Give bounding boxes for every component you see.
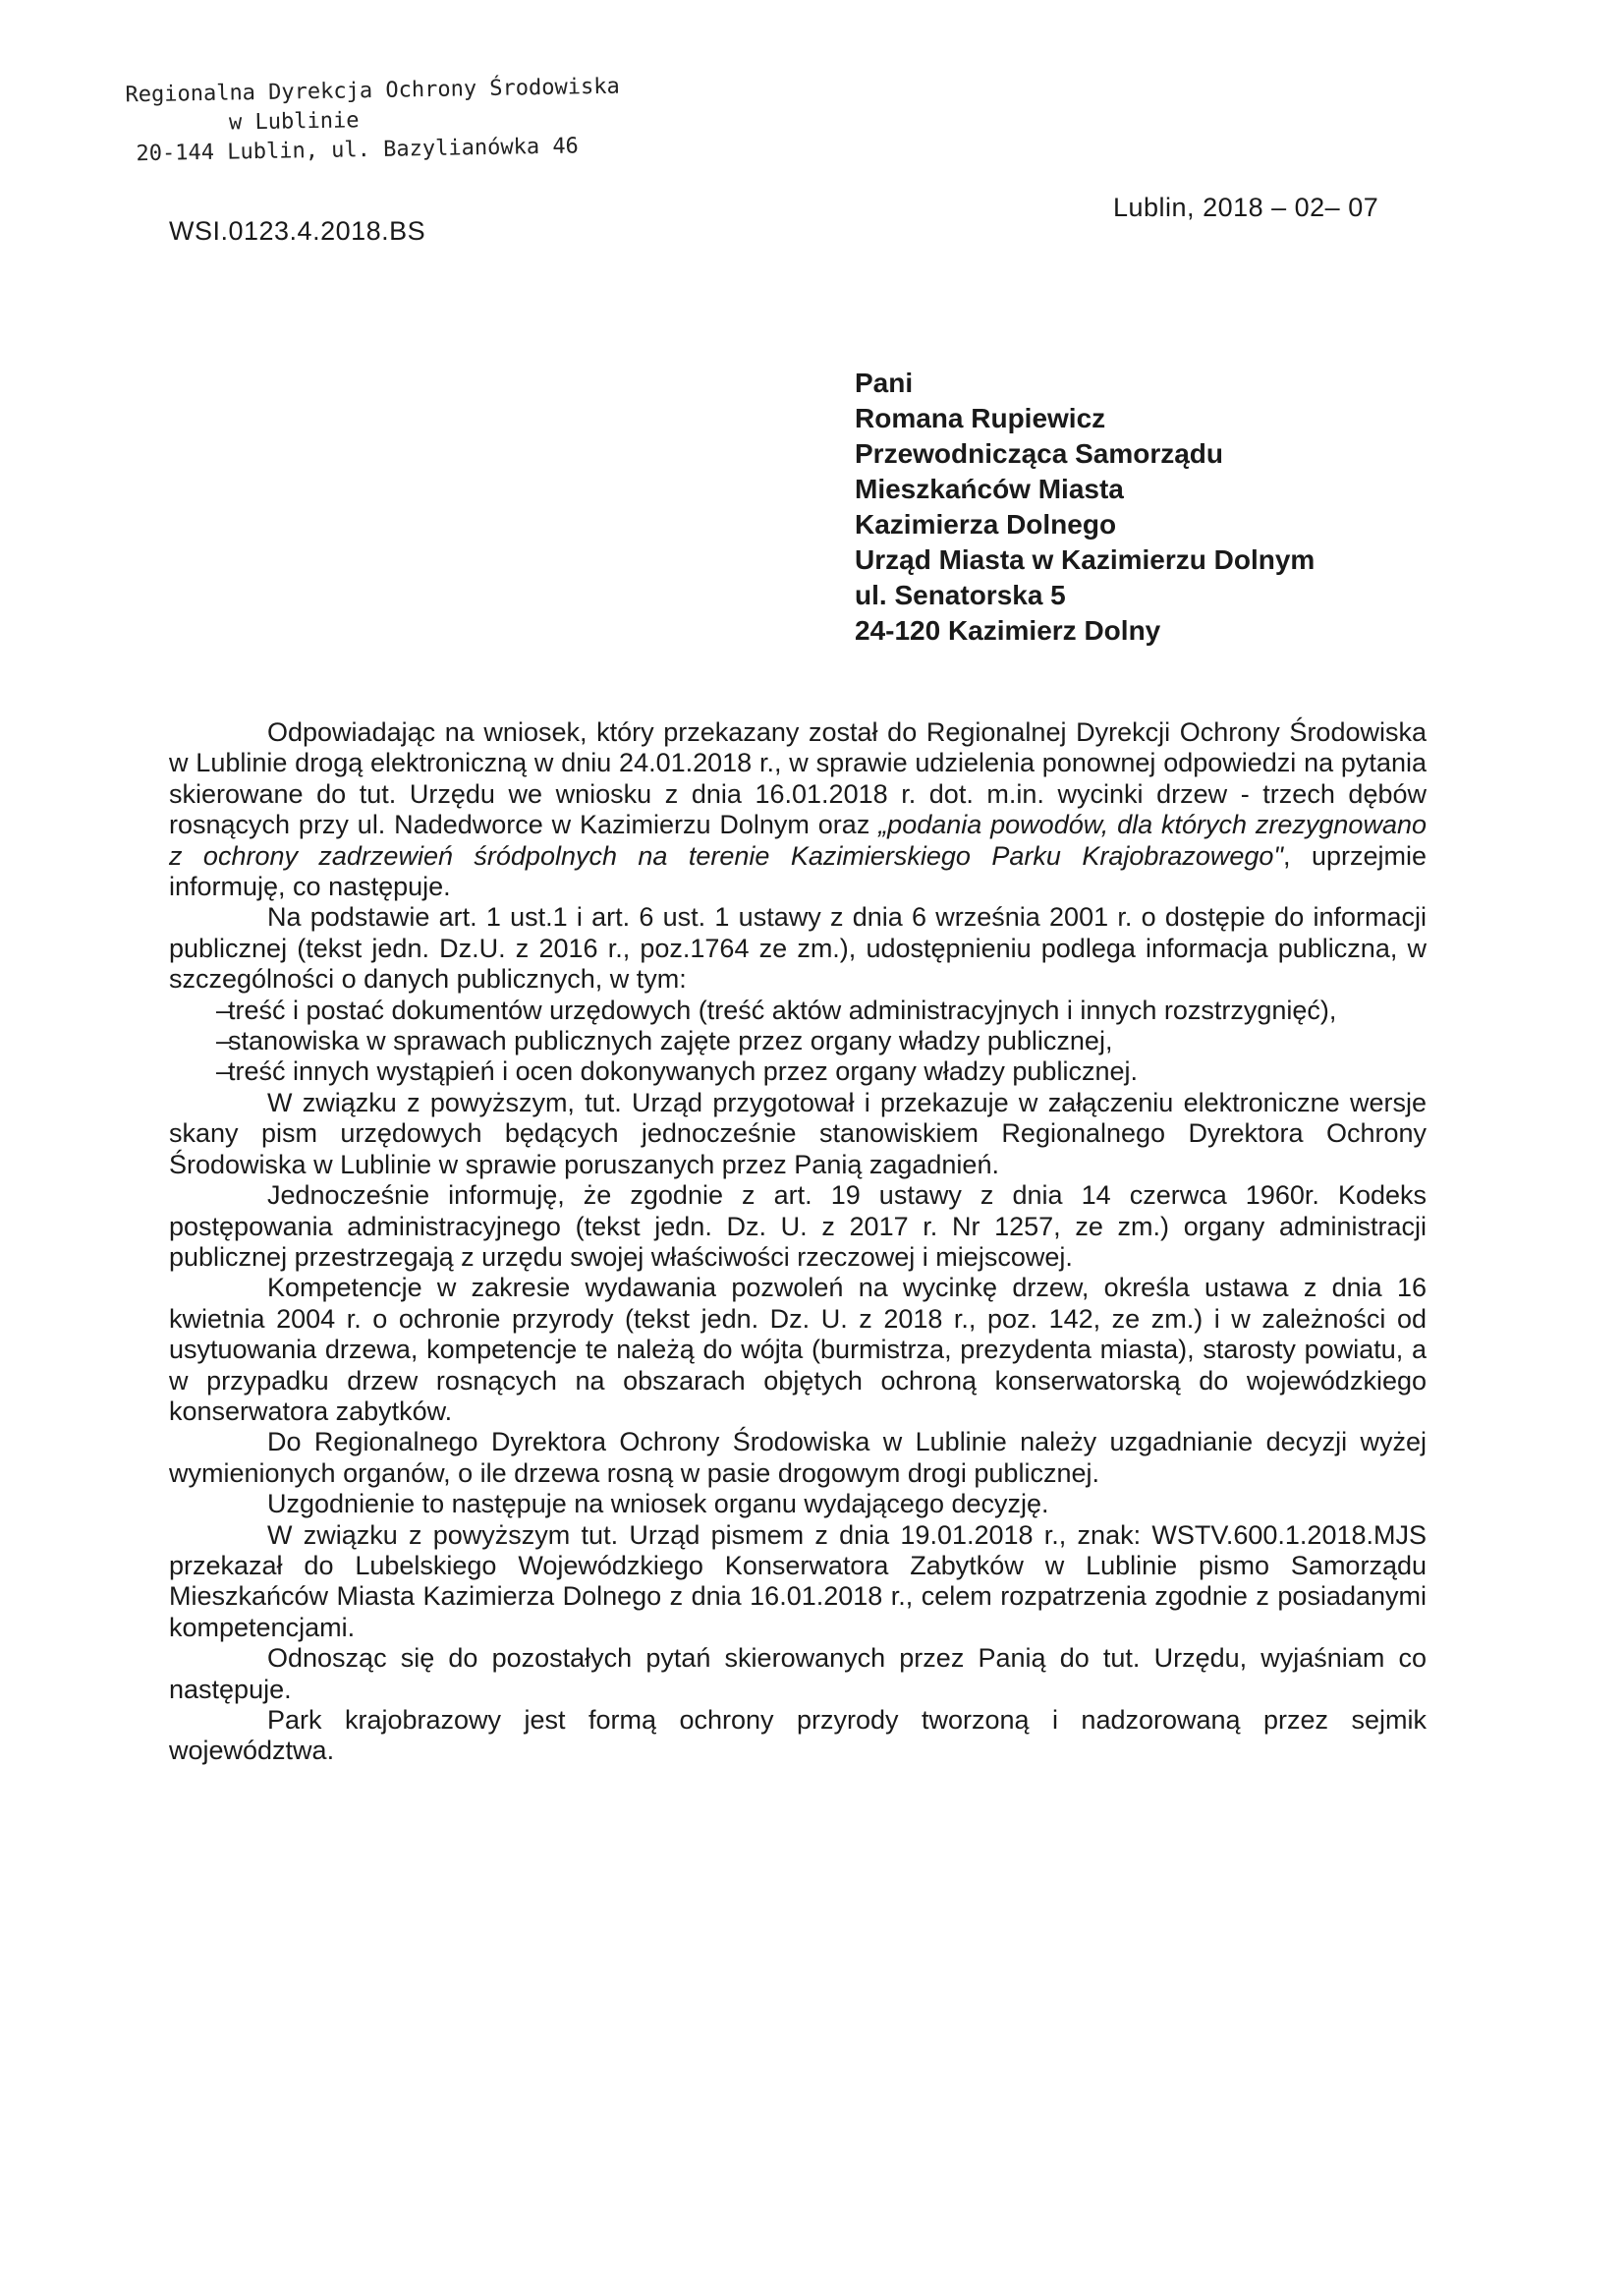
quoted-question: „podania powodów, dla których zrezygnowano z ochrony zadrzewień śródpolnych na terenie Kazimierskiego Parku Krajobrazowego" (169, 810, 1427, 871)
dash-bullet: – (216, 1056, 232, 1087)
public-info-list (169, 996, 1427, 1088)
recipient-line: Urząd Miasta w Kazimierzu Dolnym (855, 544, 1316, 575)
list-item (169, 1026, 1427, 1056)
recipient-line: Przewodnicząca Samorządu (855, 438, 1224, 469)
recipient-line: Mieszkańców Miasta (855, 474, 1124, 504)
paragraph-text: Odpowiadając na wniosek, który przekazany został do Regionalnej Dyrekcji Ochrony Środowiska w Lublinie drogą elektroniczną w dniu 24.01.2018 r., w sprawie udzielenia ponownej odpowiedzi na pytania skierowane do tut. Urzędu we wniosku z dnia 16.01.2018 r. dot. m.in. wycinki drzew - trzech dębów rosnących przy ul. Nadedworce w Kazimierzu Dolnym oraz (169, 717, 1427, 840)
list-item-text: treść i postać dokumentów urzędowych (treść aktów administracyjnych i innych rozstrzygnięć), (228, 995, 1337, 1025)
recipient-line: 24-120 Kazimierz Dolny (855, 615, 1161, 646)
paragraph-competences: Kompetencje w zakresie wydawania pozwoleń na wycinkę drzew, określa ustawa z dnia 16 kwietnia 2004 r. o ochronie przyrody (tekst jedn. Dz. U. z 2018 r., poz. 142, ze zm.) i w zależności od usytuowania drzewa, kompetencje te należą do wójta (burmistrza, prezydenta miasta), starosty powiatu, a w przypadku drzew rosnących na obszarach objętych ochroną konserwatorską do wojewódzkiego konserwatora zabytków. (169, 1273, 1427, 1426)
letter-body (169, 717, 1427, 1767)
stamp-line-office: Regionalna Dyrekcja Ochrony Środowiska (125, 74, 620, 108)
paragraph-attachments: W związku z powyższym, tut. Urząd przygotował i przekazuje w załączeniu elektroniczne wersje skany pism urzędowych będących jednocześnie stanowiskiem Regionalnego Dyrektora Ochrony Środowiska w Lublinie w sprawie poruszanych przez Panią zagadnień. (169, 1087, 1427, 1179)
paragraph-forwarding: W związku z powyższym tut. Urząd pismem z dnia 19.01.2018 r., znak: WSTV.600.1.2018.MJS przekazał do Lubelskiego Wojewódzkiego Konserwatora Zabytków w Lublinie pismo Samorządu Mieszkańców Miasta Kazimierza Dolnego z dnia 16.01.2018 r., celem rozpatrzenia zgodnie z posiadanymi kompetencjami. (169, 1519, 1427, 1642)
list-item (169, 996, 1427, 1026)
stamp-line-address: 20-144 Lublin, ul. Bazylianówka 46 (136, 134, 580, 167)
list-item-text: stanowiska w sprawach publicznych zajęte przez organy władzy publicznej, (228, 1026, 1113, 1056)
paragraph-intro (169, 717, 1427, 902)
recipient-line: ul. Senatorska 5 (855, 580, 1066, 610)
recipient-line: Romana Rupiewicz (855, 403, 1106, 433)
recipient-address-block (855, 366, 1315, 649)
stamp-line-city: w Lublinie (228, 108, 360, 136)
list-item (169, 1056, 1427, 1087)
dash-bullet: – (216, 1026, 232, 1056)
paragraph-agreement: Uzgodnienie to następuje na wniosek organu wydającego decyzję. (267, 1489, 1049, 1519)
paragraph-rdos-role: Do Regionalnego Dyrektora Ochrony Środowiska w Lublinie należy uzgadnianie decyzji wyżej wymienionych organów, o ile drzewa rosną w pasie drogowym drogi publicznej. (169, 1427, 1427, 1488)
paragraph-other-questions: Odnosząc się do pozostałych pytań skierowanych przez Panią do tut. Urzędu, wyjaśniam co następuje. (169, 1643, 1427, 1704)
paragraph-text: , uprzejmie informuję, co następuje. (169, 840, 1427, 902)
reference-number: WSI.0123.4.2018.BS (169, 216, 426, 246)
list-item-text: treść innych wystąpień i ocen dokonywanych przez organy władzy publicznej. (228, 1056, 1138, 1087)
paragraph-landscape-park: Park krajobrazowy jest formą ochrony przyrody tworzoną i nadzorowaną przez sejmik województwa. (169, 1705, 1427, 1766)
dash-bullet: – (216, 995, 232, 1025)
paragraph-kpa: Jednocześnie informuję, że zgodnie z art. 19 ustawy z dnia 14 czerwca 1960r. Kodeks postępowania administracyjnego (tekst jedn. Dz. U. z 2017 r. Nr 1257, ze zm.) organy administracji publicznej przestrzegają z urzędu swojej właściwości rzeczowej i miejscowej. (169, 1180, 1427, 1272)
recipient-line: Pani (855, 368, 914, 398)
office-stamp (125, 73, 621, 170)
letter-date: Lublin, 2018 – 02– 07 (1113, 193, 1379, 222)
paragraph-legal-basis: Na podstawie art. 1 ust.1 i art. 6 ust. 1 ustawy z dnia 6 września 2001 r. o dostępie do informacji publicznej (tekst jedn. Dz.U. z 2016 r., poz.1764 ze zm.), udostępnieniu podlega informacja publiczna, w szczególności o danych publicznych, w tym: (169, 902, 1427, 995)
recipient-line: Kazimierza Dolnego (855, 509, 1117, 540)
